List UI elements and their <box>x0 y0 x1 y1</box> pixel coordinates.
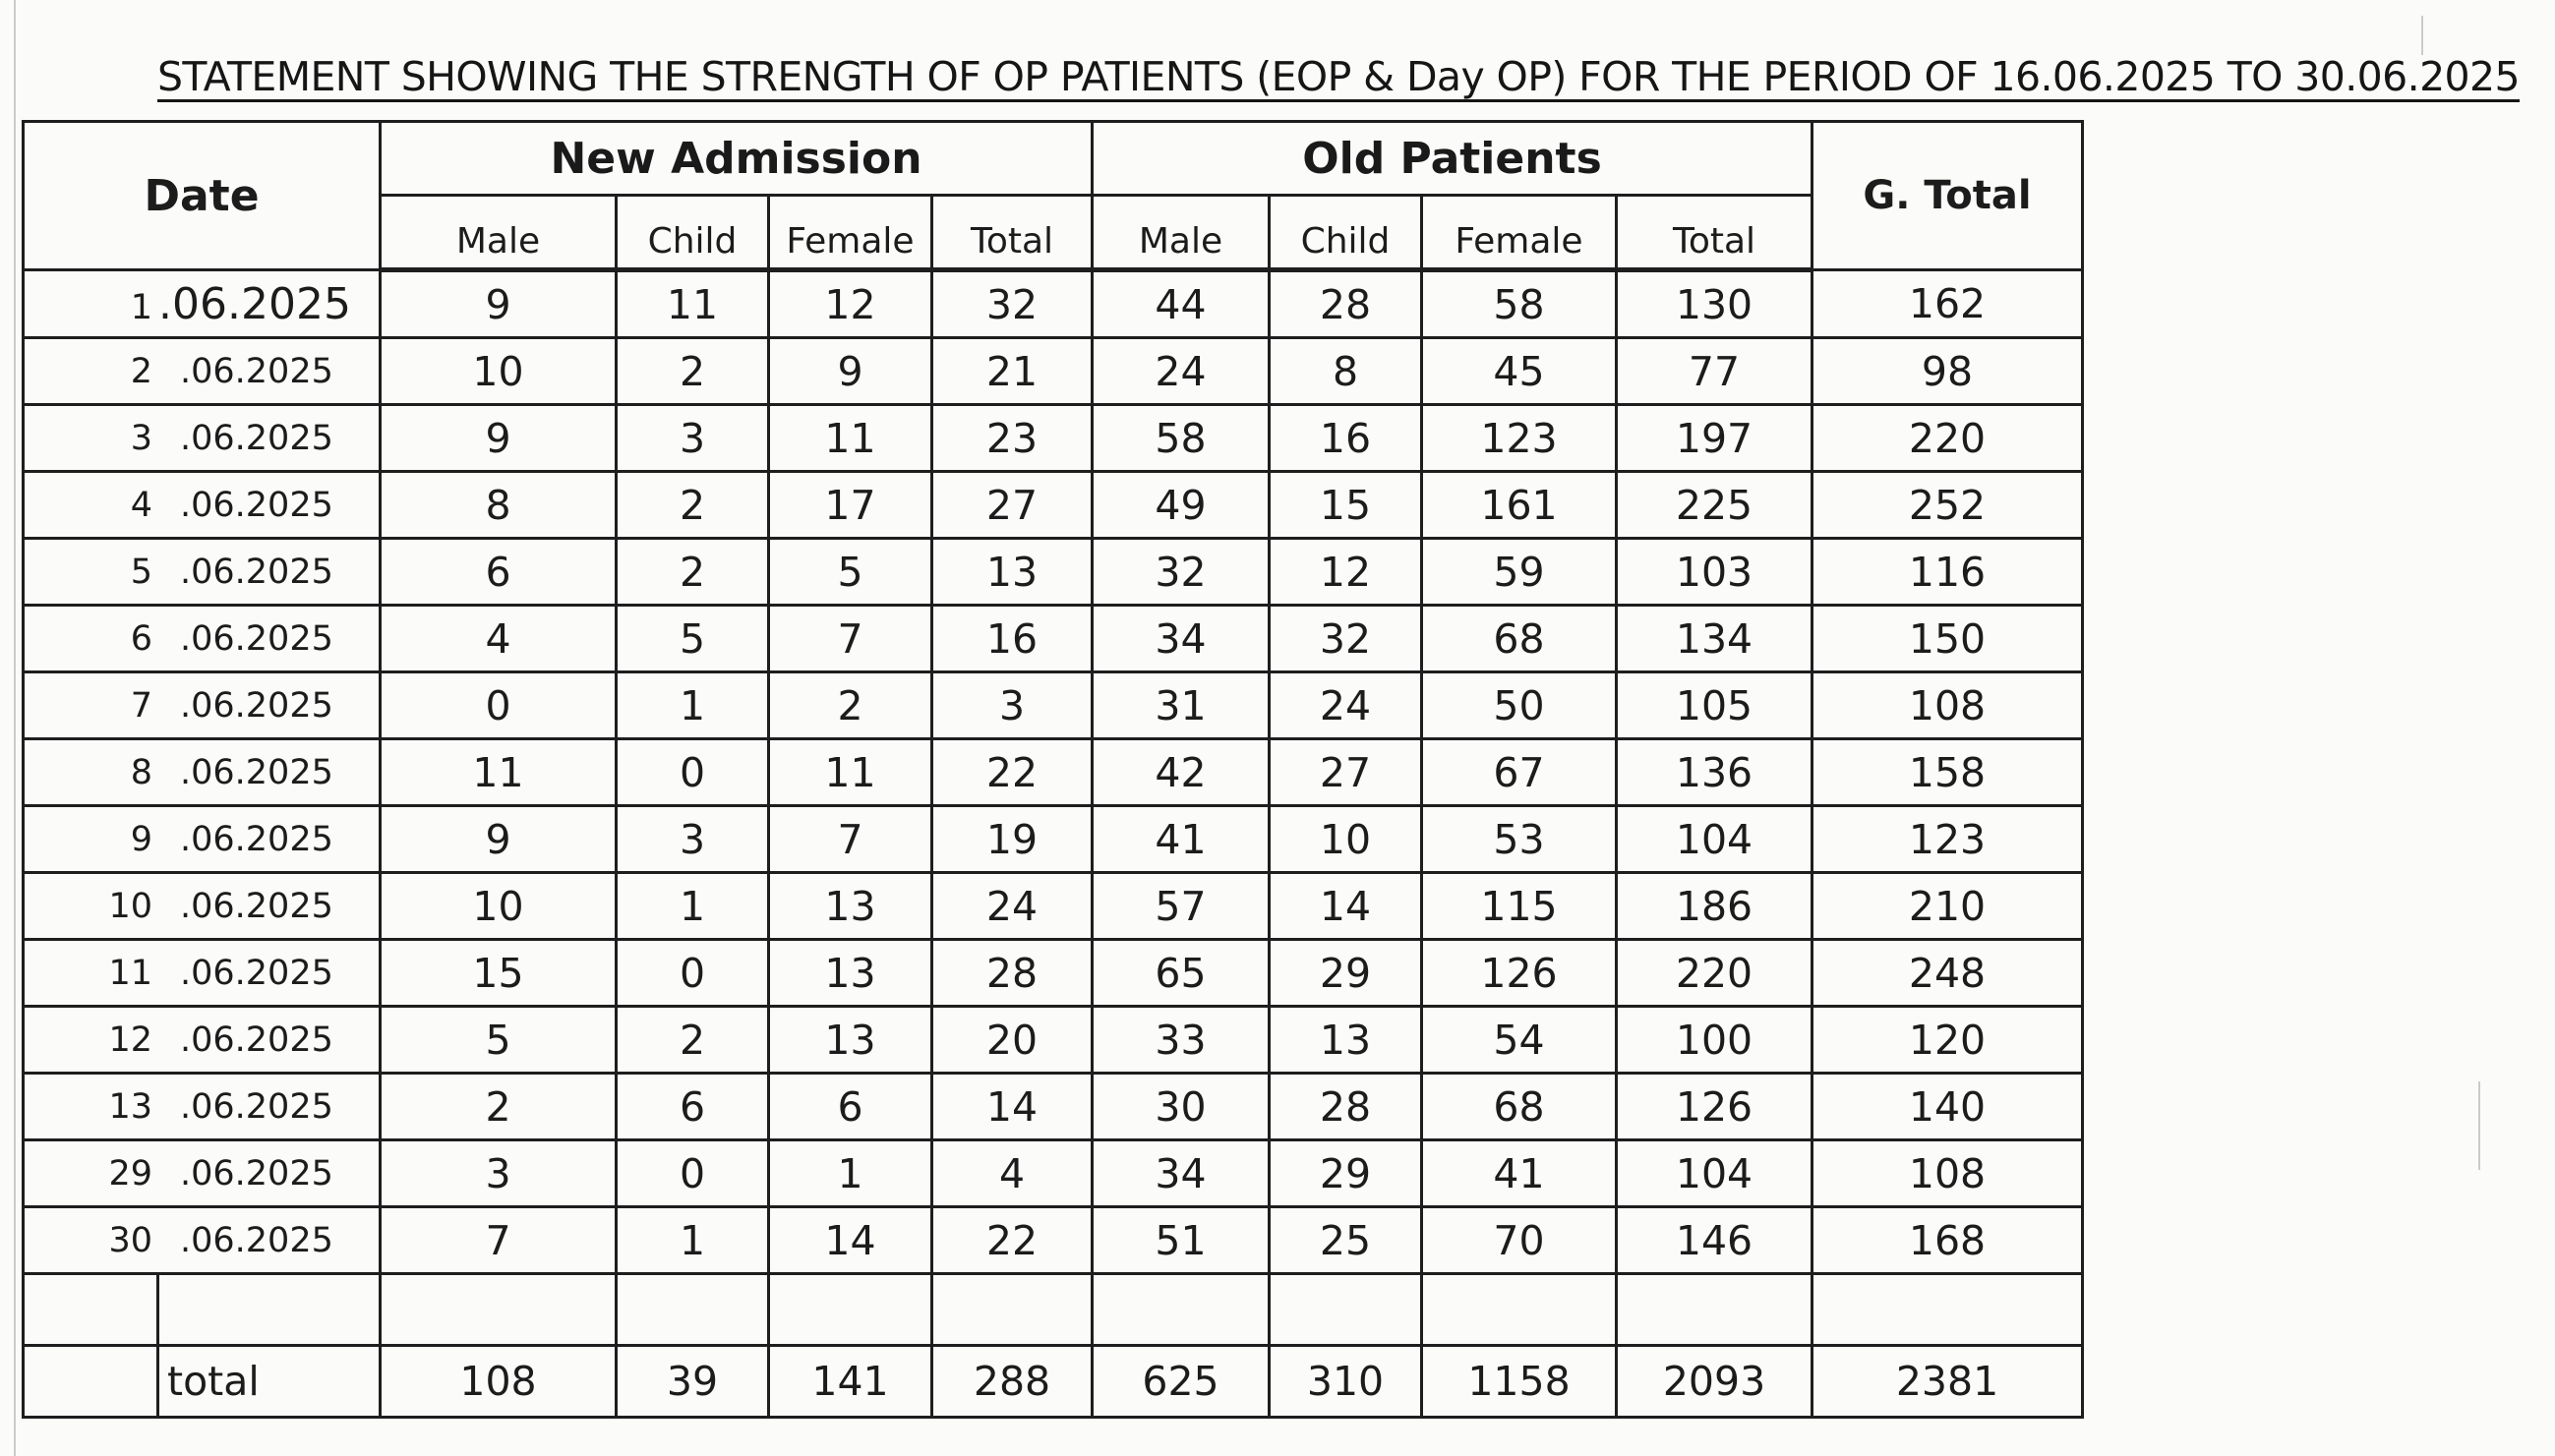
cell-new-child: 0 <box>617 940 769 1007</box>
cell-new-female: 6 <box>769 1074 932 1140</box>
row-date <box>24 472 381 539</box>
blank-cell <box>24 1274 158 1346</box>
cell-old-female: 50 <box>1422 672 1617 739</box>
cell-old-female: 68 <box>1422 1074 1617 1140</box>
cell-old-child: 14 <box>1270 873 1422 940</box>
row-date-day: 12 <box>108 1019 152 1060</box>
row-date <box>24 739 381 806</box>
cell-old-total: 186 <box>1617 873 1812 940</box>
cell-old-child: 12 <box>1270 539 1422 606</box>
cell-new-child: 0 <box>617 739 769 806</box>
cell-old-female: 68 <box>1422 606 1617 672</box>
cell-old-total: 220 <box>1617 940 1812 1007</box>
cell-old-child: 29 <box>1270 940 1422 1007</box>
blank-cell <box>381 1274 617 1346</box>
cell-new-male: 8 <box>381 472 617 539</box>
cell-old-female: 53 <box>1422 806 1617 873</box>
cell-new-female: 7 <box>769 806 932 873</box>
cell-new-female: 12 <box>769 270 932 338</box>
table-row <box>24 806 2083 873</box>
total-old-child: 310 <box>1270 1346 1422 1418</box>
total-grand-total: 2381 <box>1812 1346 2083 1418</box>
cell-old-male: 30 <box>1093 1074 1270 1140</box>
cell-new-female: 2 <box>769 672 932 739</box>
cell-new-total: 27 <box>932 472 1093 539</box>
blank-cell <box>1093 1274 1270 1346</box>
row-date-day: 13 <box>108 1086 152 1127</box>
cell-new-total: 20 <box>932 1007 1093 1074</box>
table-row <box>24 338 2083 405</box>
row-date <box>24 1007 381 1074</box>
row-date <box>24 539 381 606</box>
cell-old-male: 33 <box>1093 1007 1270 1074</box>
cell-new-child: 0 <box>617 1140 769 1207</box>
cell-new-male: 9 <box>381 806 617 873</box>
row-date <box>24 1140 381 1207</box>
cell-new-total: 23 <box>932 405 1093 472</box>
old-patients-header: Old Patients <box>1093 122 1812 196</box>
row-date-day: 5 <box>130 552 152 592</box>
old-child-header: Child <box>1270 196 1422 270</box>
document-title: STATEMENT SHOWING THE STRENGTH OF OP PATIENTS (EOP & Day OP) FOR THE PERIOD OF 16.06.2025 TO 30.06.2025 <box>157 53 2521 100</box>
row-date-month: .06.2025 <box>180 351 333 391</box>
row-date-month: .06.2025 <box>180 1019 333 1060</box>
cell-old-male: 31 <box>1093 672 1270 739</box>
row-date-month: .06.2025 <box>180 819 333 859</box>
cell-old-total: 126 <box>1617 1074 1812 1140</box>
cell-new-male: 15 <box>381 940 617 1007</box>
total-old-total: 2093 <box>1617 1346 1812 1418</box>
cell-new-male: 3 <box>381 1140 617 1207</box>
cell-new-female: 7 <box>769 606 932 672</box>
cell-new-total: 32 <box>932 270 1093 338</box>
cell-new-female: 14 <box>769 1207 932 1274</box>
total-old-female: 1158 <box>1422 1346 1617 1418</box>
cell-old-male: 32 <box>1093 539 1270 606</box>
row-date <box>24 1074 381 1140</box>
row-date-day: 9 <box>130 819 152 859</box>
new-female-header: Female <box>769 196 932 270</box>
cell-old-female: 59 <box>1422 539 1617 606</box>
cell-new-female: 11 <box>769 739 932 806</box>
row-date-day: 1 <box>130 287 152 327</box>
table-row <box>24 1140 2083 1207</box>
cell-new-male: 10 <box>381 873 617 940</box>
row-date-month: .06.2025 <box>180 552 333 592</box>
row-date-month: .06.2025 <box>180 1220 333 1260</box>
cell-old-total: 77 <box>1617 338 1812 405</box>
cell-old-male: 65 <box>1093 940 1270 1007</box>
cell-new-child: 2 <box>617 1007 769 1074</box>
cell-old-child: 32 <box>1270 606 1422 672</box>
cell-new-male: 9 <box>381 405 617 472</box>
old-male-header: Male <box>1093 196 1270 270</box>
total-row <box>24 1346 2083 1418</box>
cell-new-child: 2 <box>617 338 769 405</box>
row-date-day: 7 <box>130 685 152 726</box>
cell-old-total: 197 <box>1617 405 1812 472</box>
row-date-month: .06.2025 <box>158 278 351 329</box>
row-date-day: 30 <box>108 1220 152 1260</box>
blank-cell <box>1617 1274 1812 1346</box>
cell-new-total: 14 <box>932 1074 1093 1140</box>
cell-old-child: 24 <box>1270 672 1422 739</box>
cell-old-child: 28 <box>1270 270 1422 338</box>
cell-new-child: 3 <box>617 806 769 873</box>
cell-new-male: 4 <box>381 606 617 672</box>
blank-cell <box>1812 1274 2083 1346</box>
cell-old-male: 41 <box>1093 806 1270 873</box>
cell-old-female: 123 <box>1422 405 1617 472</box>
row-date-month: .06.2025 <box>180 618 333 659</box>
cell-old-total: 105 <box>1617 672 1812 739</box>
cell-old-child: 10 <box>1270 806 1422 873</box>
cell-new-male: 0 <box>381 672 617 739</box>
cell-g-total: 252 <box>1812 472 2083 539</box>
cell-old-child: 25 <box>1270 1207 1422 1274</box>
table-row <box>24 1207 2083 1274</box>
total-new-female: 141 <box>769 1346 932 1418</box>
cell-new-female: 9 <box>769 338 932 405</box>
row-date-day: 2 <box>130 351 152 391</box>
cell-new-male: 10 <box>381 338 617 405</box>
table-row <box>24 1007 2083 1074</box>
op-patients-table <box>22 120 2084 1419</box>
cell-new-total: 22 <box>932 739 1093 806</box>
cell-old-total: 104 <box>1617 1140 1812 1207</box>
new-admission-header: New Admission <box>381 122 1093 196</box>
cell-g-total: 108 <box>1812 1140 2083 1207</box>
cell-old-total: 136 <box>1617 739 1812 806</box>
cell-old-male: 34 <box>1093 606 1270 672</box>
cell-new-total: 13 <box>932 539 1093 606</box>
cell-old-female: 115 <box>1422 873 1617 940</box>
blank-cell <box>158 1274 381 1346</box>
cell-new-child: 3 <box>617 405 769 472</box>
cell-new-male: 7 <box>381 1207 617 1274</box>
cell-old-total: 100 <box>1617 1007 1812 1074</box>
table-row <box>24 472 2083 539</box>
cell-new-female: 13 <box>769 873 932 940</box>
cell-new-child: 1 <box>617 1207 769 1274</box>
row-date-month: .06.2025 <box>180 1153 333 1194</box>
row-date-day: 11 <box>108 953 152 993</box>
cell-new-female: 13 <box>769 940 932 1007</box>
cell-new-female: 1 <box>769 1140 932 1207</box>
cell-new-child: 2 <box>617 539 769 606</box>
cell-g-total: 98 <box>1812 338 2083 405</box>
cell-old-child: 28 <box>1270 1074 1422 1140</box>
blank-cell <box>769 1274 932 1346</box>
row-date-day: 8 <box>130 752 152 792</box>
cell-new-total: 21 <box>932 338 1093 405</box>
cell-new-child: 11 <box>617 270 769 338</box>
new-total-header: Total <box>932 196 1093 270</box>
cell-old-total: 146 <box>1617 1207 1812 1274</box>
row-date <box>24 338 381 405</box>
scan-artifact-line <box>14 0 16 1456</box>
cell-old-male: 34 <box>1093 1140 1270 1207</box>
cell-new-female: 5 <box>769 539 932 606</box>
blank-cell <box>1422 1274 1617 1346</box>
cell-new-child: 1 <box>617 672 769 739</box>
cell-new-child: 5 <box>617 606 769 672</box>
cell-old-child: 8 <box>1270 338 1422 405</box>
row-date-month: .06.2025 <box>180 752 333 792</box>
table-row <box>24 405 2083 472</box>
row-date-day: 6 <box>130 618 152 659</box>
row-date <box>24 940 381 1007</box>
cell-old-total: 130 <box>1617 270 1812 338</box>
cell-old-male: 24 <box>1093 338 1270 405</box>
cell-old-female: 58 <box>1422 270 1617 338</box>
cell-new-male: 6 <box>381 539 617 606</box>
row-date-month: .06.2025 <box>180 485 333 525</box>
cell-old-child: 15 <box>1270 472 1422 539</box>
cell-new-total: 16 <box>932 606 1093 672</box>
table-row <box>24 539 2083 606</box>
cell-old-child: 27 <box>1270 739 1422 806</box>
scan-artifact-line <box>2421 16 2423 55</box>
cell-old-female: 45 <box>1422 338 1617 405</box>
total-old-male: 625 <box>1093 1346 1270 1418</box>
scan-artifact-line <box>2478 1081 2480 1170</box>
row-date <box>24 672 381 739</box>
row-date-month: .06.2025 <box>180 886 333 926</box>
row-date <box>24 606 381 672</box>
row-date-day: 3 <box>130 418 152 458</box>
cell-old-male: 58 <box>1093 405 1270 472</box>
total-new-male: 108 <box>381 1346 617 1418</box>
row-date-month: .06.2025 <box>180 1086 333 1127</box>
cell-g-total: 123 <box>1812 806 2083 873</box>
cell-g-total: 150 <box>1812 606 2083 672</box>
table-row <box>24 672 2083 739</box>
cell-old-total: 134 <box>1617 606 1812 672</box>
table-row <box>24 940 2083 1007</box>
new-male-header: Male <box>381 196 617 270</box>
row-date <box>24 405 381 472</box>
cell-old-child: 29 <box>1270 1140 1422 1207</box>
cell-new-male: 2 <box>381 1074 617 1140</box>
cell-new-male: 5 <box>381 1007 617 1074</box>
cell-old-total: 103 <box>1617 539 1812 606</box>
cell-new-child: 2 <box>617 472 769 539</box>
cell-g-total: 168 <box>1812 1207 2083 1274</box>
cell-g-total: 158 <box>1812 739 2083 806</box>
cell-old-male: 57 <box>1093 873 1270 940</box>
cell-new-female: 13 <box>769 1007 932 1074</box>
cell-new-male: 9 <box>381 270 617 338</box>
total-new-child: 39 <box>617 1346 769 1418</box>
table-row <box>24 606 2083 672</box>
cell-g-total: 116 <box>1812 539 2083 606</box>
cell-new-total: 22 <box>932 1207 1093 1274</box>
row-date-month: .06.2025 <box>180 953 333 993</box>
cell-g-total: 210 <box>1812 873 2083 940</box>
table-row <box>24 1074 2083 1140</box>
row-date-month: .06.2025 <box>180 418 333 458</box>
cell-g-total: 162 <box>1812 270 2083 338</box>
cell-new-male: 11 <box>381 739 617 806</box>
total-new-total: 288 <box>932 1346 1093 1418</box>
cell-old-total: 104 <box>1617 806 1812 873</box>
cell-old-female: 41 <box>1422 1140 1617 1207</box>
cell-new-female: 11 <box>769 405 932 472</box>
old-total-header: Total <box>1617 196 1812 270</box>
cell-old-female: 67 <box>1422 739 1617 806</box>
row-date-day: 4 <box>130 485 152 525</box>
cell-g-total: 140 <box>1812 1074 2083 1140</box>
cell-g-total: 120 <box>1812 1007 2083 1074</box>
blank-cell <box>617 1274 769 1346</box>
row-date <box>24 270 381 338</box>
row-date <box>24 873 381 940</box>
cell-new-total: 24 <box>932 873 1093 940</box>
cell-g-total: 108 <box>1812 672 2083 739</box>
cell-new-child: 6 <box>617 1074 769 1140</box>
cell-old-total: 225 <box>1617 472 1812 539</box>
blank-cell <box>932 1274 1093 1346</box>
grand-total-header: G. Total <box>1812 122 2083 270</box>
cell-old-male: 49 <box>1093 472 1270 539</box>
cell-old-child: 16 <box>1270 405 1422 472</box>
table-row <box>24 873 2083 940</box>
cell-old-male: 42 <box>1093 739 1270 806</box>
new-child-header: Child <box>617 196 769 270</box>
total-blank-cell <box>24 1346 158 1418</box>
total-label: total <box>158 1346 381 1418</box>
cell-old-female: 126 <box>1422 940 1617 1007</box>
row-date <box>24 1207 381 1274</box>
cell-new-total: 4 <box>932 1140 1093 1207</box>
blank-cell <box>1270 1274 1422 1346</box>
row-date-day: 29 <box>108 1153 152 1194</box>
row-date <box>24 806 381 873</box>
cell-old-male: 51 <box>1093 1207 1270 1274</box>
cell-new-child: 1 <box>617 873 769 940</box>
cell-g-total: 220 <box>1812 405 2083 472</box>
cell-old-female: 54 <box>1422 1007 1617 1074</box>
date-column-header: Date <box>24 122 381 270</box>
cell-new-female: 17 <box>769 472 932 539</box>
row-date-day: 10 <box>108 886 152 926</box>
cell-g-total: 248 <box>1812 940 2083 1007</box>
table-row <box>24 739 2083 806</box>
cell-old-female: 70 <box>1422 1207 1617 1274</box>
cell-old-female: 161 <box>1422 472 1617 539</box>
cell-old-child: 13 <box>1270 1007 1422 1074</box>
blank-row <box>24 1274 2083 1346</box>
old-female-header: Female <box>1422 196 1617 270</box>
cell-new-total: 3 <box>932 672 1093 739</box>
cell-new-total: 28 <box>932 940 1093 1007</box>
table-row <box>24 270 2083 338</box>
cell-old-male: 44 <box>1093 270 1270 338</box>
cell-new-total: 19 <box>932 806 1093 873</box>
row-date-month: .06.2025 <box>180 685 333 726</box>
